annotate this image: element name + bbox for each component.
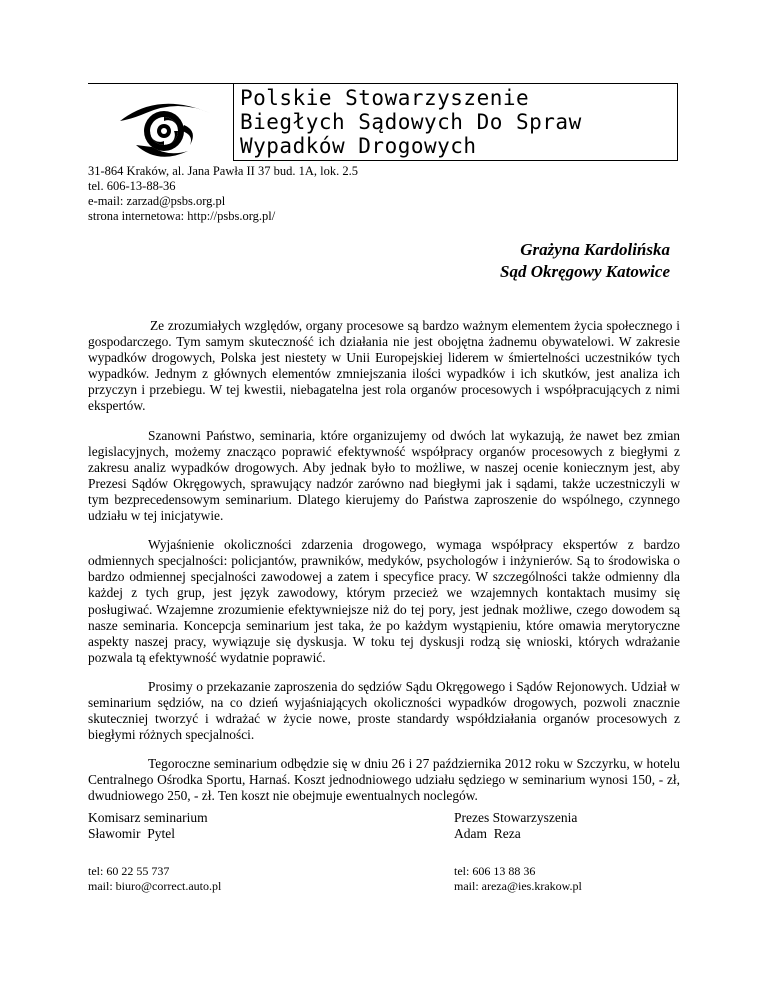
signature-right-phone: tel: 606 13 88 36 bbox=[454, 864, 536, 878]
contact-phone: tel. 606-13-88-36 bbox=[88, 179, 176, 193]
recipient-institution: Sąd Okręgowy Katowice bbox=[500, 262, 670, 281]
signature-left-phone: tel: 60 22 55 737 bbox=[88, 864, 170, 878]
signature-left-contact bbox=[88, 864, 221, 893]
contact-block bbox=[88, 164, 358, 224]
body-paragraph-1: Ze zrozumiałych względów, organy procesowe są bardzo ważnym elementem życia społecznego i gospodarczego. Tym samym skuteczność ich działania nie jest obojętna żadnemu obywatelowi. W zakresie wypadków drogowych, Polska jest niestety w Unii Europejskiej liderem w śmiertelności uczestników tych wypadków. Jednym z głównych elementów zmniejszania ilości wypadków i ich skutków, jest analiza ich przyczyn i przebiegu. W tej kwestii, niebagatelna jest rola organów procesowych i współpracujących z nimi ekspertów. bbox=[88, 318, 680, 414]
org-title-line-3: Wypadków Drogowych bbox=[240, 134, 477, 158]
eye-swirl-logo-icon bbox=[118, 95, 218, 163]
org-title-line-1: Polskie Stowarzyszenie bbox=[240, 86, 530, 110]
signature-left-name: Sławomir Pytel bbox=[88, 826, 175, 841]
org-title-line-2: Biegłych Sądowych Do Spraw bbox=[240, 110, 582, 134]
recipient-block bbox=[500, 239, 670, 283]
recipient-name: Grażyna Kardolińska bbox=[520, 240, 670, 259]
body-paragraph-4: Prosimy o przekazanie zaproszenia do sędziów Sądu Okręgowego i Sądów Rejonowych. Udział w seminarium sędziów, na co dzień wyjaśniających okoliczności wypadków drogowych, pozwoli znacznie skuteczniej tworzyć i wdrażać w życie nowe, proste standardy współdziałania organów procesowych z biegłymi różnych specjalności. bbox=[88, 678, 680, 743]
signature-right-mail: mail: areza@ies.krakow.pl bbox=[454, 878, 582, 893]
signature-left bbox=[88, 810, 221, 893]
contact-email: e-mail: zarzad@psbs.org.pl bbox=[88, 194, 226, 208]
signature-left-mail: mail: biuro@correct.auto.pl bbox=[88, 878, 222, 893]
contact-address: 31-864 Kraków, al. Jana Pawła II 37 bud. 1A, lok. 2.5 bbox=[88, 164, 358, 178]
signature-right bbox=[454, 810, 582, 893]
body-paragraph-2: Szanowni Państwo, seminaria, które organizujemy od dwóch lat wykazują, że nawet bez zmian legislacyjnych, możemy znacząco poprawić efektywność współpracy organów procesowych z biegłymi z zakresu analiz wypadków drogowych. Aby jednak było to możliwe, w naszej ocenie koniecznym jest, aby Prezesi Sądów Okręgowych, sprawujący nadzór zarówno nad biegłymi jak i sądami, także uczestniczyli w tym bezprecedensowym seminarium. Dlatego kierujemy do Państwa zaproszenie do wspólnego, czynnego udziału w tej inicjatywie. bbox=[88, 427, 680, 524]
body-paragraph-3: Wyjaśnienie okoliczności zdarzenia drogowego, wymaga współpracy ekspertów z bardzo odmiennych specjalności: policjantów, prawników, medyków, psychologów i inżynierów. Są to środowiska o bardzo odmiennej specjalności zawodowej a zatem i specyfice pracy. W szczególności także odmienny dla każdej z tych grup, jest język zawodowy, którym przecież we wzajemnych kontaktach musimy się posługiwać. Wzajemne zrozumienie efektywniejsze niż do tej pory, jest jednak możliwe, czego dowodem są nasze seminaria. Koncepcja seminarium jest taka, że po każdym wystąpieniu, które omawia merytoryczne aspekty naszej pracy, wywiązuje się dyskusja. W toku tej dyskusji rodzą się wnioski, których wdrażanie pozwala tą efektywność wydatnie poprawić. bbox=[88, 537, 680, 665]
contact-website: strona internetowa: http://psbs.org.pl/ bbox=[88, 209, 276, 223]
organization-title-box bbox=[233, 83, 678, 161]
body-paragraph-5: Tegoroczne seminarium odbędzie się w dniu 26 i 27 października 2012 roku w Szczyrku, w hotelu Centralnego Ośrodka Sportu, Harnaś. Koszt jednodniowego udziału sędziego w seminarium wynosi 150, - zł, dwudniowego 250, - zł. Ten koszt nie obejmuje ewentualnych noclegów. bbox=[88, 756, 680, 804]
signature-left-role: Komisarz seminarium bbox=[88, 810, 208, 825]
signature-right-contact bbox=[454, 864, 582, 893]
signature-right-name: Adam Reza bbox=[454, 826, 521, 841]
signature-right-role: Prezes Stowarzyszenia bbox=[454, 810, 578, 825]
letter-body bbox=[88, 318, 680, 818]
